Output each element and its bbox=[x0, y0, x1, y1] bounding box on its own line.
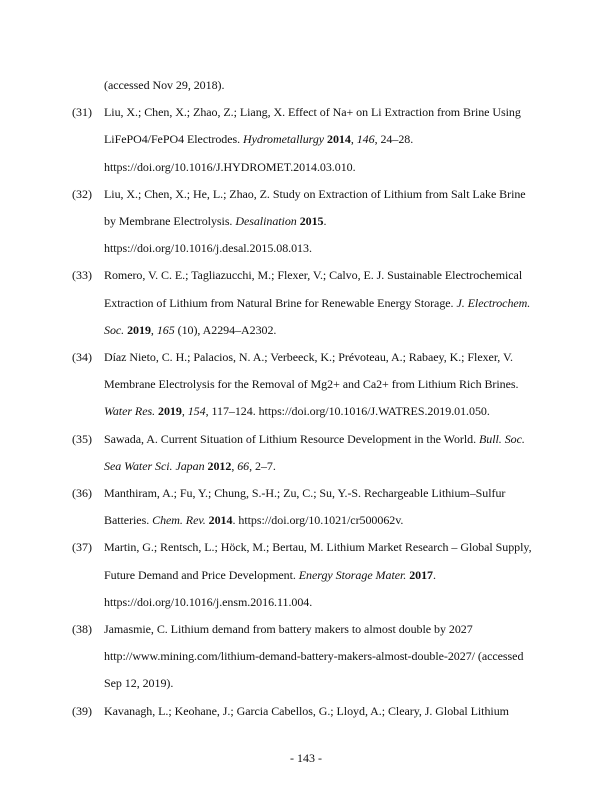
text-run: by Membrane Electrolysis. bbox=[104, 214, 236, 228]
continuation-text: (accessed Nov 29, 2018). bbox=[104, 78, 225, 92]
reference-line bbox=[104, 404, 490, 418]
bold-text: 2014 bbox=[327, 132, 351, 147]
text-run: Sep 12, 2019). bbox=[104, 676, 174, 691]
reference-line bbox=[104, 132, 413, 146]
text-run: Romero, V. C. E.; Tagliazucchi, M.; Flexer, V.; Calvo, E. J. Sustainable Electrochemical bbox=[104, 268, 523, 283]
reference-number: (33) bbox=[72, 268, 92, 283]
reference-number: (36) bbox=[72, 486, 92, 500]
text-run: Sawada, A. Current Situation of Lithium Resource Development in the World. bbox=[104, 431, 479, 446]
text-run: , bbox=[150, 322, 157, 337]
italic-text: Sea Water Sci. Japan bbox=[104, 458, 205, 473]
text-run: (10), A2294–A2302. bbox=[174, 322, 277, 337]
text-run: . bbox=[323, 214, 327, 228]
text-run: . bbox=[433, 567, 436, 582]
text-run[interactable]: https://doi.org/10.1016/j.desal.2015.08.013. bbox=[104, 241, 312, 256]
reference-number: (37) bbox=[72, 540, 92, 555]
text-run[interactable]: http://www.mining.com/lithium-demand-battery-makers-almost-double-2027/ (accessed bbox=[104, 649, 524, 664]
reference-line bbox=[104, 160, 356, 174]
italic-text: 146 bbox=[356, 132, 375, 147]
bold-text: 2017 bbox=[409, 567, 434, 582]
reference-line bbox=[104, 568, 436, 582]
text-run[interactable]: . https://doi.org/10.1021/cr500062v. bbox=[232, 513, 404, 528]
reference-number: (38) bbox=[72, 622, 92, 636]
text-run: Jamasmie, C. Lithium demand from battery makers to almost double by 2027 bbox=[104, 622, 473, 636]
italic-text: 154 bbox=[187, 404, 206, 419]
reference-line bbox=[104, 214, 326, 228]
text-run[interactable]: https://doi.org/10.1016/j.ensm.2016.11.004. bbox=[104, 594, 313, 609]
italic-text: J. Electrochem. bbox=[456, 295, 531, 310]
text-run: Díaz Nieto, C. H.; Palacios, N. A.; Verbeeck, K.; Prévoteau, A.; Rabaey, K.; Flexer, V. bbox=[104, 350, 513, 364]
reference-line bbox=[104, 241, 312, 255]
reference-line bbox=[104, 622, 473, 636]
italic-text: Chem. Rev. bbox=[152, 513, 206, 528]
italic-text: 66 bbox=[237, 458, 250, 473]
text-run: LiFePO4/FePO4 Electrodes. bbox=[104, 132, 244, 147]
reference-line bbox=[104, 595, 312, 609]
reference-number: (39) bbox=[72, 703, 92, 718]
bold-text: 2014 bbox=[208, 513, 233, 528]
italic-text: Bull. Soc. bbox=[479, 431, 525, 446]
reference-line bbox=[104, 540, 532, 554]
reference-number: (34) bbox=[72, 350, 92, 364]
italic-text: Soc. bbox=[104, 322, 125, 337]
italic-text: Desalination bbox=[235, 214, 297, 228]
reference-line bbox=[104, 350, 513, 364]
bold-text: 2019 bbox=[158, 404, 182, 419]
reference-line bbox=[104, 486, 505, 500]
text-run: Martin, G.; Rentsch, L.; Höck, M.; Bertau, M. Lithium Market Research – Global Supply, bbox=[104, 540, 532, 555]
reference-line bbox=[104, 296, 530, 310]
page-number: - 143 - bbox=[290, 751, 322, 765]
reference-line bbox=[104, 377, 518, 391]
italic-text: Hydrometallurgy bbox=[243, 132, 325, 147]
text-run: , bbox=[350, 132, 357, 147]
italic-text: Water Res. bbox=[104, 404, 156, 419]
reference-line bbox=[104, 432, 525, 446]
text-run: Membrane Electrolysis for the Removal of Mg2+ and Ca2+ from Lithium Rich Brines. bbox=[104, 377, 519, 392]
bold-text: 2019 bbox=[127, 322, 151, 337]
bold-text: 2012 bbox=[207, 458, 232, 473]
reference-line bbox=[104, 676, 173, 690]
reference-number: (31) bbox=[72, 105, 92, 120]
italic-text: 165 bbox=[156, 322, 175, 337]
reference-number: (35) bbox=[72, 431, 92, 446]
text-run: , 24–28. bbox=[374, 132, 414, 147]
text-run: Liu, X.; Chen, X.; He, L.; Zhao, Z. Study on Extraction of Lithium from Salt Lake Brine bbox=[104, 186, 526, 201]
reference-line bbox=[104, 649, 523, 663]
reference-number: (32) bbox=[72, 186, 92, 201]
text-run: Liu, X.; Chen, X.; Zhao, Z.; Liang, X. Effect of Na+ on Li Extraction from Brine Using bbox=[104, 105, 521, 120]
reference-line bbox=[104, 187, 526, 201]
text-run: Batteries. bbox=[104, 513, 153, 528]
text-run: , bbox=[181, 404, 188, 419]
reference-line bbox=[104, 105, 521, 119]
italic-text: Energy Storage Mater. bbox=[298, 567, 407, 582]
text-run: , bbox=[231, 458, 238, 473]
text-run: Future Demand and Price Development. bbox=[104, 567, 299, 582]
text-run: Extraction of Lithium from Natural Brine for Renewable Energy Storage. bbox=[104, 295, 457, 310]
reference-line bbox=[104, 459, 276, 473]
reference-line bbox=[104, 323, 276, 337]
text-run: , 2–7. bbox=[249, 458, 276, 473]
text-run: Manthiram, A.; Fu, Y.; Chung, S.-H.; Zu, C.; Su, Y.-S. Rechargeable Lithium–Sulfur bbox=[104, 486, 506, 500]
reference-line bbox=[104, 513, 403, 527]
text-run[interactable]: https://doi.org/10.1016/J.HYDROMET.2014.03.010. bbox=[104, 159, 356, 174]
reference-line bbox=[104, 704, 509, 718]
reference-line bbox=[104, 268, 522, 282]
text-run[interactable]: , 117–124. https://doi.org/10.1016/J.WATRES.2019.01.050. bbox=[205, 404, 490, 419]
bold-text: 2015 bbox=[299, 214, 324, 228]
text-run: Kavanagh, L.; Keohane, J.; Garcia Cabellos, G.; Lloyd, A.; Cleary, J. Global Lithium bbox=[104, 703, 509, 718]
